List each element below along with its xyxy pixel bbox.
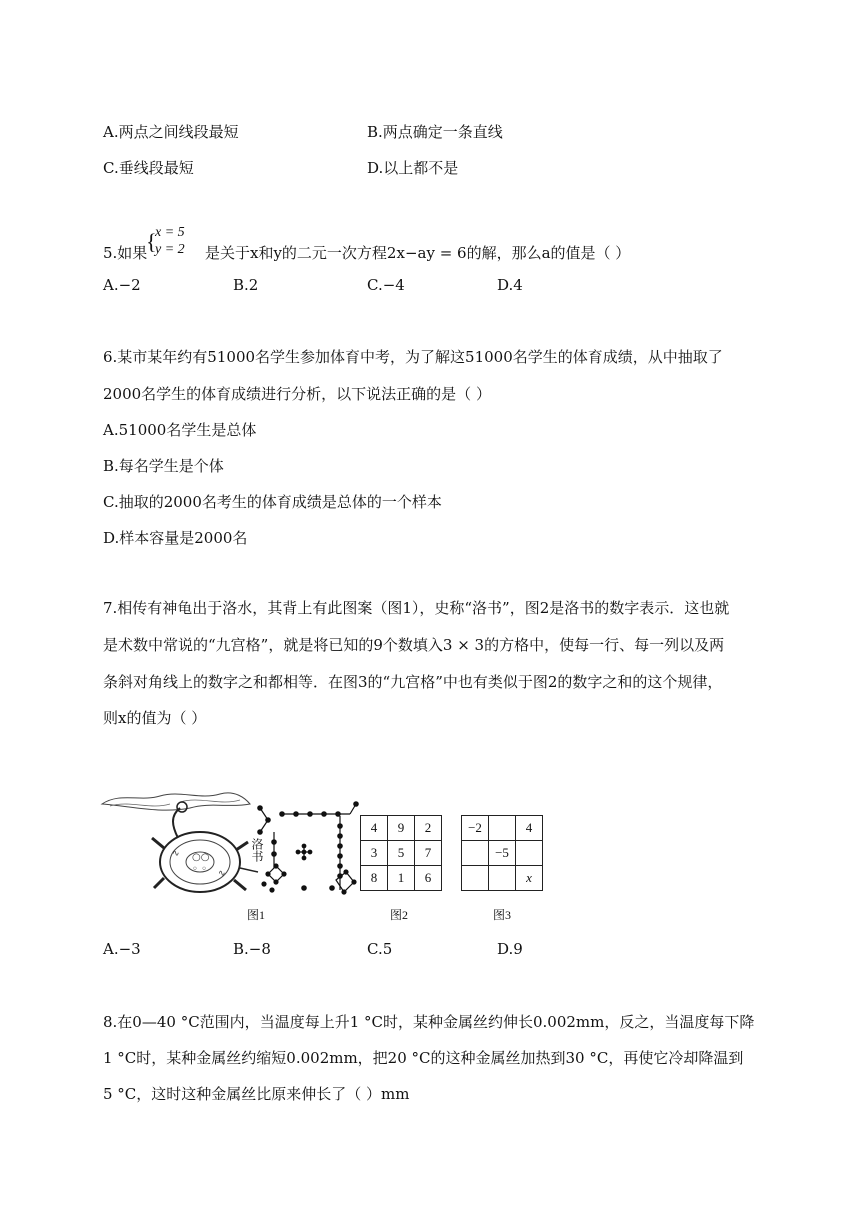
q5-option-d: D.4	[497, 276, 523, 294]
q5-stem: 是关于x和y的二元一次方程2x−ay = 6的解，那么a的值是（ ）	[205, 244, 631, 262]
q7-option-d: D.9	[497, 940, 523, 958]
grid3-cell: −5	[489, 841, 516, 866]
q8-stem-line2: 1 °C时，某种金属丝约缩短0.002mm，把20 °C的这种金属丝加热到30 °C，再使它冷却降温到	[103, 1049, 744, 1067]
grid3-cell	[516, 841, 543, 866]
grid2-cell: 6	[415, 866, 442, 891]
q6-option-a: A.51000名学生是总体	[103, 421, 257, 439]
grid2-cell: 8	[361, 866, 388, 891]
q5-prefix: 5.如果	[103, 244, 148, 262]
grid3-cell	[489, 866, 516, 891]
svg-text:∿: ∿	[172, 849, 180, 859]
q6-option-b: B.每名学生是个体	[103, 457, 224, 475]
figure1-caption: 图1	[247, 908, 266, 922]
grid3-cell	[489, 816, 516, 841]
q6-option-d: D.样本容量是2000名	[103, 529, 248, 547]
grid3-cell: −2	[462, 816, 489, 841]
q7-option-c: C.5	[367, 940, 393, 958]
figure2-caption: 图2	[390, 908, 409, 922]
q8-stem-line3: 5 °C，这时这种金属丝比原来伸长了（ ）mm	[103, 1085, 410, 1103]
svg-text:○○: ○○	[192, 852, 210, 863]
q7-stem-line3: 条斜对角线上的数字之和都相等．在图3的“九宫格”中也有类似于图2的数字之和的这个规律，	[103, 673, 723, 691]
q7-option-a: A.−3	[103, 940, 141, 958]
q5-system-eq1: x = 5	[155, 225, 185, 240]
q8-stem-line1: 8.在0—40 °C范围内，当温度每上升1 °C时，某种金属丝约伸长0.002mm，反之，当温度每下降	[103, 1013, 755, 1031]
luoshu-turtle-figure	[100, 790, 360, 905]
grid2-cell: 7	[415, 841, 442, 866]
figure3-caption: 图3	[493, 908, 512, 922]
q5-option-a: A.−2	[103, 276, 141, 294]
q5-brace: {	[146, 229, 157, 254]
grid2-cell: 9	[388, 816, 415, 841]
grid2-cell: 2	[415, 816, 442, 841]
figure2-grid	[360, 815, 442, 891]
q7-option-b: B.−8	[233, 940, 271, 958]
grid3-cell: x	[516, 866, 543, 891]
figure3-grid	[461, 815, 543, 891]
q5-option-c: C.−4	[367, 276, 405, 294]
q5-system-eq2: y = 2	[155, 242, 185, 257]
q7-stem-line2: 是术数中常说的“九宫格”，就是将已知的9个数填入3 × 3的方格中，使每一行、每一列以及两	[103, 636, 725, 654]
q4-option-c: C.垂线段最短	[103, 159, 194, 177]
q6-option-c: C.抽取的2000名考生的体育成绩是总体的一个样本	[103, 493, 442, 511]
grid2-cell: 1	[388, 866, 415, 891]
grid2-cell: 5	[388, 841, 415, 866]
grid2-cell: 3	[361, 841, 388, 866]
grid3-cell: 4	[516, 816, 543, 841]
grid3-cell	[462, 866, 489, 891]
q4-option-d: D.以上都不是	[367, 159, 459, 177]
q6-stem-line1: 6.某市某年约有51000名学生参加体育中考，为了解这51000名学生的体育成绩，从中抽取了	[103, 348, 723, 366]
q4-option-a: A.两点之间线段最短	[103, 123, 239, 141]
grid3-cell	[462, 841, 489, 866]
svg-text:◦ ◦: ◦ ◦	[192, 864, 207, 875]
q7-stem-line1: 7.相传有神龟出于洛水，其背上有此图案（图1），史称“洛书”，图2是洛书的数字表示．这也就	[103, 599, 730, 617]
luoshu-label: 洛书	[250, 838, 264, 862]
grid2-cell: 4	[361, 816, 388, 841]
q7-stem-line4: 则x的值为（ ）	[103, 709, 207, 727]
q5-option-b: B.2	[233, 276, 259, 294]
q6-stem-line2: 2000名学生的体育成绩进行分析，以下说法正确的是（ ）	[103, 385, 491, 403]
q4-option-b: B.两点确定一条直线	[367, 123, 503, 141]
svg-text:∿: ∿	[218, 869, 226, 879]
